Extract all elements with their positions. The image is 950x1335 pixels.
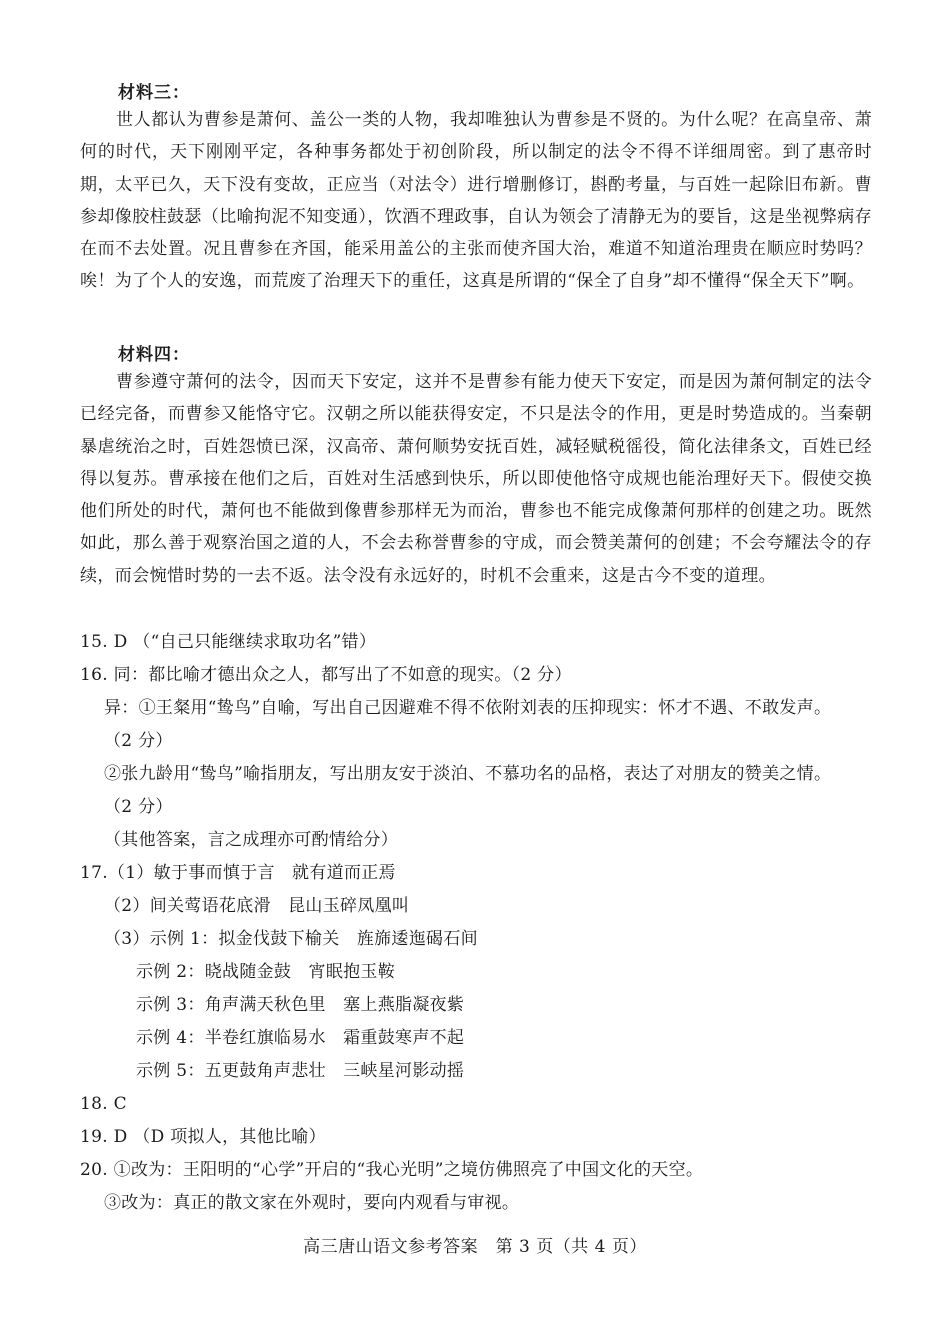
answer-20-1: 20. ①改为：王阳明的“心学”开启的“我心光明”之境仿佛照亮了中国文化的天空。	[80, 1160, 704, 1180]
answer-16-note: （其他答案，言之成理亦可酌情给分）	[104, 830, 399, 850]
answer-16-diff-1: 异：①王粲用“鸷鸟”自喻，写出自己因避难不得不依附刘表的压抑现实：怀才不遇、不敢发声。	[104, 698, 832, 718]
answer-17-example-3: 示例 3：角声满天秋色里 塞上燕脂凝夜紫	[136, 995, 465, 1015]
answer-18: 18. C	[80, 1094, 127, 1114]
answer-19: 19. D （D 项拟人，其他比喻）	[80, 1127, 326, 1147]
answer-16-diff-2: ②张九龄用“鸷鸟”喻指朋友，写出朋友安于淡泊、不慕功名的品格，表达了对朋友的赞美之情。	[104, 764, 832, 784]
answer-20-3: ③改为：真正的散文家在外观时，要向内观看与审视。	[104, 1193, 520, 1213]
answer-17-2: （2）间关莺语花底滑 昆山玉碎凤凰叫	[104, 896, 410, 916]
answer-17-3: （3）示例 1：拟金伐鼓下榆关 旌旆逶迤碣石间	[104, 929, 478, 949]
answer-17-1: 17.（1）敏于事而慎于言 就有道而正焉	[80, 863, 396, 883]
answer-17-example-4: 示例 4：半卷红旗临易水 霜重鼓寒声不起	[136, 1028, 465, 1048]
answer-17-example-2: 示例 2：晓战随金鼓 宵眠抱玉鞍	[136, 962, 396, 982]
answer-16-same: 16. 同：都比喻才德出众之人，都写出了不如意的现实。（2 分）	[80, 665, 572, 685]
answer-15: 15. D （“自己只能继续求取功名”错）	[80, 632, 377, 652]
material-3-heading: 材料三：	[118, 83, 190, 103]
answer-17-example-5: 示例 5：五更鼓角声悲壮 三峡星河影动摇	[136, 1061, 465, 1081]
answer-16-score-2: （2 分）	[104, 797, 173, 817]
answer-16-score-1: （2 分）	[104, 731, 173, 751]
material-4-heading: 材料四：	[118, 345, 190, 365]
material-4-text: 曹参遵守萧何的法令，因而天下安定，这并不是曹参有能力使天下安定，而是因为萧何制定的法令已经完备，而曹参又能恪守它。汉朝之所以能获得安定，不只是法令的作用，更是时势造成的。当秦朝暴虐统治之时，百姓怨愤已深，汉高帝、萧何顺势安抚百姓，减轻赋税徭役，简化法律条文，百姓已经得以复苏。曹承接在他们之后，百姓对生活感到快乐，所以即使他恪守成规也能治理好天下。假使交换他们所处的时代，萧何也不能做到像曹参那样无为而治，曹参也不能完成像萧何那样的创建之功。既然如此，那么善于观察治国之道的人，不会去称誉曹参的守成，而会赞美萧何的创建；不会夸耀法令的存续，而会惋惜时势的一去不返。法令没有永远好的，时机不会重来，这是古今不变的道理。	[80, 372, 872, 586]
material-3-text: 世人都认为曹参是萧何、盖公一类的人物，我却唯独认为曹参是不贤的。为什么呢？在高皇帝、萧何的时代，天下刚刚平定，各种事务都处于初创阶段，所以制定的法令不得不详细周密。到了惠帝时期，太平已久，天下没有变故，正应当（对法令）进行增删修订，斟酌考量，与百姓一起除旧布新。曹参却像胶柱鼓瑟（比喻拘泥不知变通），饮酒不理政事，自认为领会了清静无为的要旨，这是坐视弊病存在而不去处置。况且曹参在齐国，能采用盖公的主张而使齐国大治，难道不知道治理贵在顺应时势吗？唉！为了个人的安逸，而荒废了治理天下的重任，这真是所谓的“保全了自身”却不懂得“保全天下”啊。	[80, 110, 872, 292]
page-footer: 高三唐山语文参考答案 第 3 页（共 4 页）	[303, 1237, 647, 1257]
